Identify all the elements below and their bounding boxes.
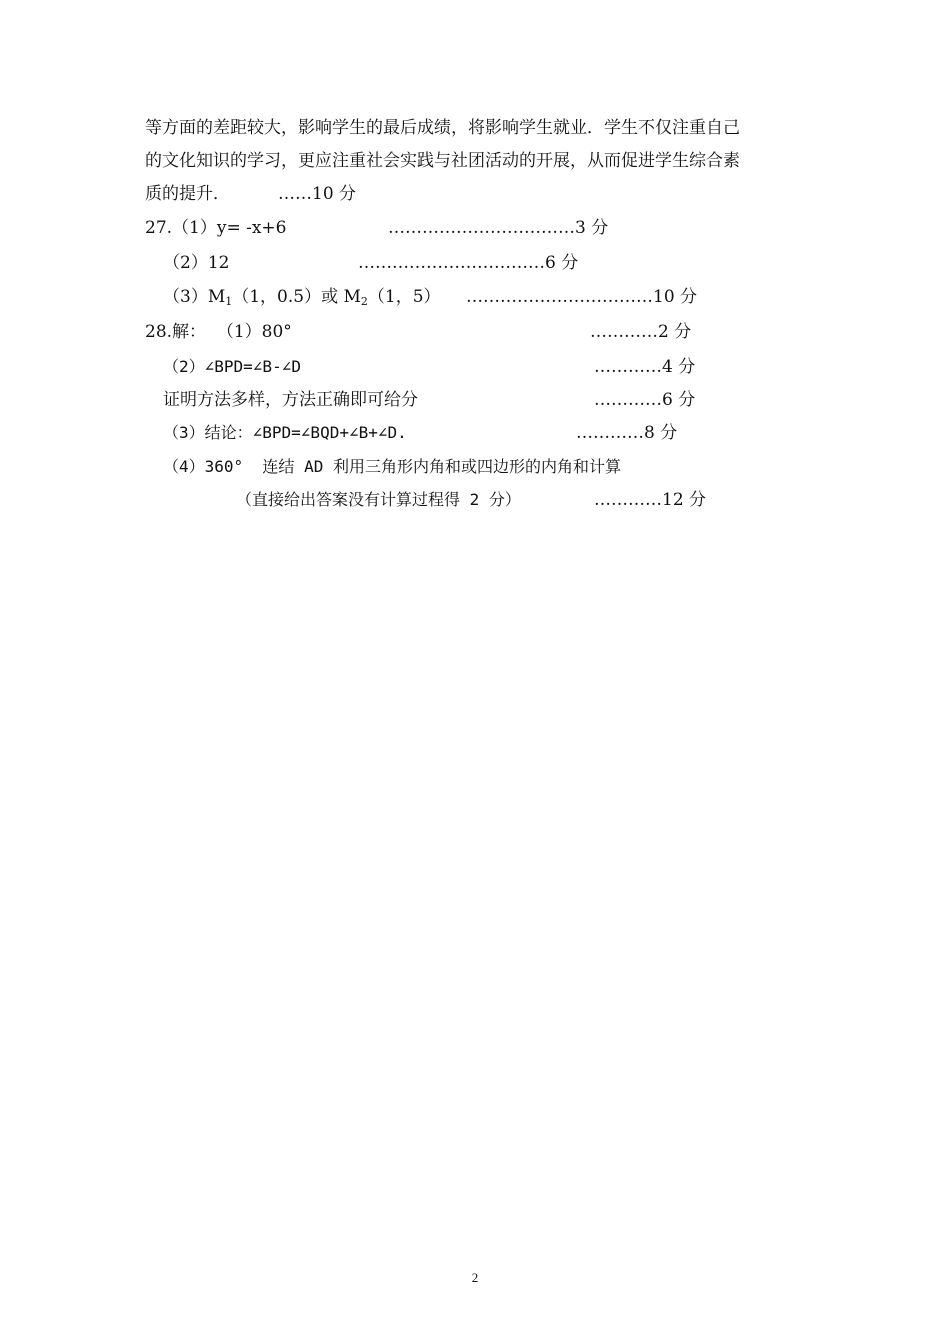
q28-part4: （4）360° 连结 AD 利用三角形内角和或四边形的内角和计算 (163, 457, 621, 476)
q27-part3 (163, 286, 441, 313)
q27-part1-score: ……………………………3 分 (388, 218, 609, 238)
q27-part2: （2）12 (163, 253, 230, 273)
paragraph-score: ……10 分 (278, 184, 357, 204)
q28-part4-note: （直接给出答案没有计算过程得 2 分） (236, 490, 521, 509)
q27-part3-sub2: 2 (360, 295, 368, 308)
q27-part3-sub1: 1 (225, 295, 233, 308)
paragraph-line-3: 质的提升． (145, 184, 230, 204)
q27-part3-mid: （1，0.5）或 M (232, 287, 361, 307)
q28-part1-score: …………2 分 (590, 322, 692, 342)
q27-part3-post: （1，5） (367, 287, 441, 307)
paragraph-line-2: 的文化知识的学习，更应注重社会实践与社团活动的开展，从而促进学生综合素 (145, 151, 740, 171)
q27-part2-score: ……………………………6 分 (358, 253, 579, 273)
q28-part2-note-score: …………6 分 (594, 390, 696, 410)
q28-part3: （3）结论：∠BPD=∠BQD+∠B+∠D. (163, 423, 407, 442)
q27-part1: 27.（1）y= -x+6 (145, 218, 287, 238)
q28-part3-score: …………8 分 (576, 423, 678, 443)
page-number: 2 (471, 1270, 479, 1285)
q28-part2-note: 证明方法多样，方法正确即可给分 (163, 390, 418, 410)
q27-part3-pre: （3）M (163, 287, 226, 307)
q28-part2-score: …………4 分 (594, 357, 696, 377)
q28-part1: 28.解： （1）80° (145, 322, 292, 342)
q27-part3-score: ……………………………10 分 (466, 287, 698, 307)
q28-part2: （2）∠BPD=∠B-∠D (163, 357, 301, 376)
q28-part4-score: …………12 分 (594, 490, 707, 510)
paragraph-line-1: 等方面的差距较大，影响学生的最后成绩，将影响学生就业．学生不仅注重自己 (145, 118, 740, 138)
